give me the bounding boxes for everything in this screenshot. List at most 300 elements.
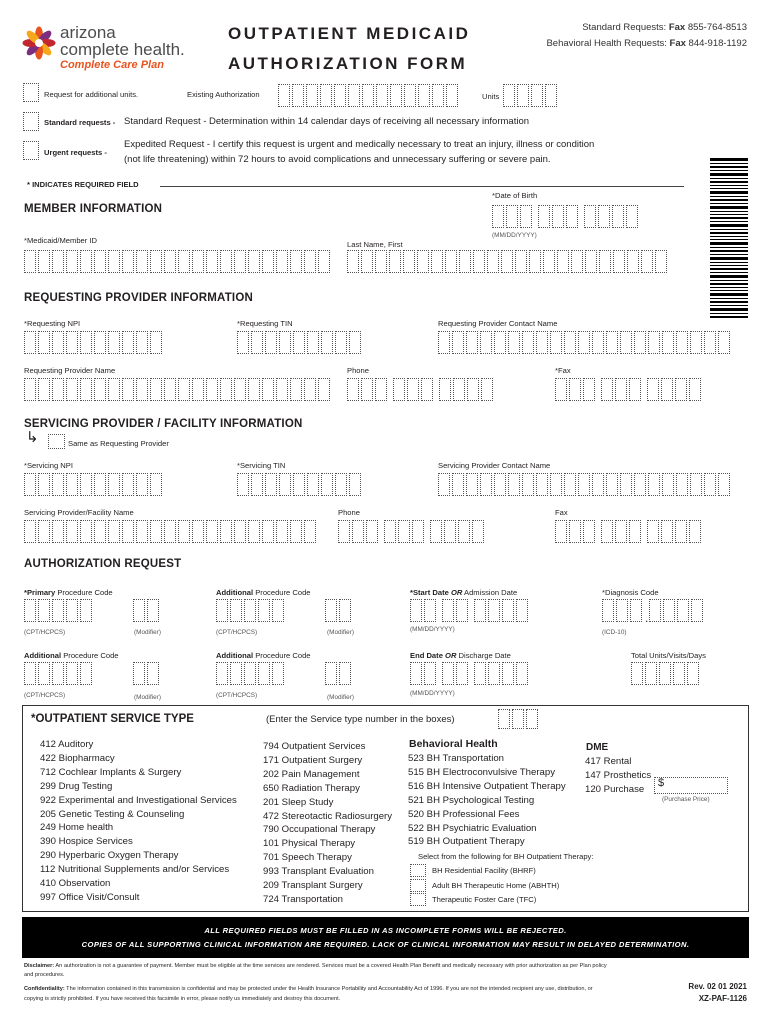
input-box[interactable] bbox=[602, 599, 614, 622]
input-box[interactable] bbox=[52, 662, 64, 685]
input-box[interactable] bbox=[606, 331, 618, 354]
input-box[interactable] bbox=[290, 520, 302, 543]
input-box[interactable] bbox=[629, 378, 641, 401]
input-box[interactable] bbox=[520, 205, 532, 228]
input-box[interactable] bbox=[494, 473, 506, 496]
input-box[interactable] bbox=[108, 331, 120, 354]
input-box[interactable] bbox=[347, 250, 359, 273]
input-box[interactable] bbox=[569, 520, 581, 543]
input-box[interactable] bbox=[430, 520, 442, 543]
input-box[interactable] bbox=[133, 599, 145, 622]
input-box[interactable] bbox=[655, 250, 667, 273]
input-box[interactable] bbox=[571, 250, 583, 273]
input-box[interactable] bbox=[459, 250, 471, 273]
input-box[interactable] bbox=[216, 662, 228, 685]
input-box[interactable] bbox=[424, 599, 436, 622]
servicing-tin-input[interactable] bbox=[237, 473, 361, 496]
units-input[interactable] bbox=[503, 84, 557, 107]
input-box[interactable] bbox=[498, 709, 510, 729]
input-box[interactable] bbox=[407, 378, 419, 401]
input-box[interactable] bbox=[675, 378, 687, 401]
input-box[interactable] bbox=[522, 331, 534, 354]
additional-modifier-input-1[interactable] bbox=[325, 599, 351, 622]
input-box[interactable] bbox=[564, 331, 576, 354]
input-box[interactable] bbox=[52, 520, 64, 543]
input-box[interactable] bbox=[136, 378, 148, 401]
input-box[interactable] bbox=[293, 331, 305, 354]
input-box[interactable] bbox=[445, 250, 457, 273]
input-box[interactable] bbox=[318, 250, 330, 273]
input-box[interactable] bbox=[661, 378, 673, 401]
input-box[interactable] bbox=[629, 520, 641, 543]
input-box[interactable] bbox=[526, 709, 538, 729]
input-box[interactable] bbox=[349, 331, 361, 354]
input-box[interactable] bbox=[147, 599, 159, 622]
input-box[interactable] bbox=[136, 520, 148, 543]
input-box[interactable] bbox=[304, 378, 316, 401]
input-box[interactable] bbox=[262, 250, 274, 273]
input-box[interactable] bbox=[631, 662, 643, 685]
input-box[interactable] bbox=[52, 331, 64, 354]
input-box[interactable] bbox=[38, 378, 50, 401]
input-box[interactable] bbox=[244, 599, 256, 622]
input-box[interactable] bbox=[466, 331, 478, 354]
input-box[interactable] bbox=[704, 473, 716, 496]
input-box[interactable] bbox=[516, 599, 528, 622]
input-box[interactable] bbox=[612, 205, 624, 228]
input-box[interactable] bbox=[80, 378, 92, 401]
input-box[interactable] bbox=[474, 599, 486, 622]
input-box[interactable] bbox=[452, 331, 464, 354]
input-box[interactable] bbox=[66, 599, 78, 622]
input-box[interactable] bbox=[206, 250, 218, 273]
additional-cpt-input-1[interactable] bbox=[216, 599, 284, 622]
input-box[interactable] bbox=[192, 378, 204, 401]
requesting-phone-input[interactable] bbox=[347, 378, 493, 401]
input-box[interactable] bbox=[24, 662, 36, 685]
input-box[interactable] bbox=[80, 599, 92, 622]
member-name-input[interactable] bbox=[347, 250, 667, 273]
input-box[interactable] bbox=[24, 331, 36, 354]
input-box[interactable] bbox=[206, 378, 218, 401]
input-box[interactable] bbox=[122, 250, 134, 273]
servicing-fax-input[interactable] bbox=[555, 520, 701, 543]
input-box[interactable] bbox=[164, 520, 176, 543]
input-box[interactable] bbox=[248, 378, 260, 401]
input-box[interactable] bbox=[164, 378, 176, 401]
input-box[interactable] bbox=[262, 378, 274, 401]
input-box[interactable] bbox=[52, 378, 64, 401]
input-box[interactable] bbox=[220, 378, 232, 401]
input-box[interactable] bbox=[690, 331, 702, 354]
urgent-request-checkbox[interactable] bbox=[23, 141, 39, 160]
input-box[interactable] bbox=[555, 520, 567, 543]
input-box[interactable] bbox=[237, 331, 249, 354]
input-box[interactable] bbox=[306, 84, 318, 107]
input-box[interactable] bbox=[192, 250, 204, 273]
input-box[interactable] bbox=[601, 520, 613, 543]
input-box[interactable] bbox=[467, 378, 479, 401]
input-box[interactable] bbox=[410, 599, 422, 622]
input-box[interactable] bbox=[244, 662, 256, 685]
input-box[interactable] bbox=[412, 520, 424, 543]
input-box[interactable] bbox=[536, 331, 548, 354]
input-box[interactable] bbox=[321, 473, 333, 496]
input-box[interactable] bbox=[265, 331, 277, 354]
input-box[interactable] bbox=[230, 599, 242, 622]
input-box[interactable] bbox=[320, 84, 332, 107]
input-box[interactable] bbox=[444, 520, 456, 543]
servicing-name-input[interactable] bbox=[24, 520, 316, 543]
input-box[interactable] bbox=[501, 250, 513, 273]
end-date-input[interactable] bbox=[410, 662, 528, 685]
input-box[interactable] bbox=[276, 520, 288, 543]
input-box[interactable] bbox=[662, 331, 674, 354]
input-box[interactable] bbox=[147, 662, 159, 685]
input-box[interactable] bbox=[503, 84, 515, 107]
input-box[interactable] bbox=[307, 331, 319, 354]
input-box[interactable] bbox=[237, 473, 249, 496]
input-box[interactable] bbox=[290, 378, 302, 401]
input-box[interactable] bbox=[473, 250, 485, 273]
input-box[interactable] bbox=[178, 250, 190, 273]
input-box[interactable] bbox=[517, 84, 529, 107]
input-box[interactable] bbox=[647, 520, 659, 543]
primary-cpt-input[interactable] bbox=[24, 599, 92, 622]
input-box[interactable] bbox=[94, 473, 106, 496]
input-box[interactable] bbox=[390, 84, 402, 107]
input-box[interactable] bbox=[366, 520, 378, 543]
input-box[interactable] bbox=[325, 662, 337, 685]
input-box[interactable] bbox=[627, 250, 639, 273]
input-box[interactable] bbox=[508, 473, 520, 496]
primary-modifier-input[interactable] bbox=[133, 599, 159, 622]
input-box[interactable] bbox=[578, 473, 590, 496]
input-box[interactable] bbox=[389, 250, 401, 273]
input-box[interactable] bbox=[516, 662, 528, 685]
input-box[interactable] bbox=[536, 473, 548, 496]
input-box[interactable] bbox=[258, 599, 270, 622]
input-box[interactable] bbox=[80, 520, 92, 543]
input-box[interactable] bbox=[474, 662, 486, 685]
additional-cpt-input-3[interactable] bbox=[216, 662, 284, 685]
input-box[interactable] bbox=[318, 378, 330, 401]
total-units-input[interactable] bbox=[631, 662, 699, 685]
input-box[interactable] bbox=[466, 473, 478, 496]
input-box[interactable] bbox=[279, 473, 291, 496]
input-box[interactable] bbox=[472, 520, 484, 543]
input-box[interactable] bbox=[293, 473, 305, 496]
input-box[interactable] bbox=[583, 378, 595, 401]
input-box[interactable] bbox=[272, 599, 284, 622]
input-box[interactable] bbox=[599, 250, 611, 273]
input-box[interactable] bbox=[80, 250, 92, 273]
input-box[interactable] bbox=[626, 205, 638, 228]
input-box[interactable] bbox=[398, 520, 410, 543]
input-box[interactable] bbox=[307, 473, 319, 496]
input-box[interactable] bbox=[94, 331, 106, 354]
input-box[interactable] bbox=[38, 662, 50, 685]
input-box[interactable] bbox=[410, 662, 422, 685]
input-box[interactable] bbox=[663, 599, 675, 622]
input-box[interactable] bbox=[66, 331, 78, 354]
input-box[interactable] bbox=[348, 84, 360, 107]
input-box[interactable] bbox=[515, 250, 527, 273]
input-box[interactable] bbox=[673, 662, 685, 685]
input-box[interactable] bbox=[150, 331, 162, 354]
standard-request-checkbox[interactable] bbox=[23, 112, 39, 131]
input-box[interactable] bbox=[585, 250, 597, 273]
input-box[interactable] bbox=[150, 250, 162, 273]
input-box[interactable] bbox=[38, 331, 50, 354]
input-box[interactable] bbox=[24, 520, 36, 543]
input-box[interactable] bbox=[442, 662, 454, 685]
input-box[interactable] bbox=[480, 473, 492, 496]
input-box[interactable] bbox=[538, 205, 550, 228]
input-box[interactable] bbox=[492, 205, 504, 228]
additional-modifier-input-2[interactable] bbox=[133, 662, 159, 685]
input-box[interactable] bbox=[52, 599, 64, 622]
input-box[interactable] bbox=[689, 378, 701, 401]
input-box[interactable] bbox=[677, 599, 689, 622]
input-box[interactable] bbox=[488, 662, 500, 685]
input-box[interactable] bbox=[616, 599, 628, 622]
input-box[interactable] bbox=[276, 250, 288, 273]
input-box[interactable] bbox=[480, 331, 492, 354]
input-box[interactable] bbox=[164, 250, 176, 273]
tfc-checkbox[interactable] bbox=[410, 893, 426, 906]
input-box[interactable] bbox=[439, 378, 451, 401]
service-type-input[interactable] bbox=[498, 709, 538, 729]
input-box[interactable] bbox=[248, 250, 260, 273]
input-box[interactable] bbox=[80, 331, 92, 354]
input-box[interactable] bbox=[122, 378, 134, 401]
purchase-price-input[interactable] bbox=[654, 777, 728, 794]
input-box[interactable] bbox=[550, 473, 562, 496]
input-box[interactable] bbox=[543, 250, 555, 273]
input-box[interactable] bbox=[94, 520, 106, 543]
input-box[interactable] bbox=[456, 662, 468, 685]
input-box[interactable] bbox=[508, 331, 520, 354]
input-box[interactable] bbox=[136, 473, 148, 496]
input-box[interactable] bbox=[676, 331, 688, 354]
input-box[interactable] bbox=[598, 205, 610, 228]
input-box[interactable] bbox=[206, 520, 218, 543]
additional-cpt-input-2[interactable] bbox=[24, 662, 92, 685]
input-box[interactable] bbox=[38, 250, 50, 273]
input-box[interactable] bbox=[335, 331, 347, 354]
input-box[interactable] bbox=[512, 709, 524, 729]
requesting-fax-input[interactable] bbox=[555, 378, 701, 401]
input-box[interactable] bbox=[133, 662, 145, 685]
input-box[interactable] bbox=[362, 84, 374, 107]
input-box[interactable] bbox=[66, 662, 78, 685]
input-box[interactable] bbox=[335, 473, 347, 496]
diagnosis-input[interactable] bbox=[602, 599, 703, 622]
input-box[interactable] bbox=[578, 331, 590, 354]
abhth-checkbox[interactable] bbox=[410, 879, 426, 892]
input-box[interactable] bbox=[583, 520, 595, 543]
input-box[interactable] bbox=[648, 331, 660, 354]
input-box[interactable] bbox=[569, 378, 581, 401]
input-box[interactable] bbox=[376, 84, 388, 107]
input-box[interactable] bbox=[251, 473, 263, 496]
input-box[interactable] bbox=[452, 473, 464, 496]
input-box[interactable] bbox=[403, 250, 415, 273]
input-box[interactable] bbox=[361, 250, 373, 273]
input-box[interactable] bbox=[234, 250, 246, 273]
input-box[interactable] bbox=[620, 473, 632, 496]
input-box[interactable] bbox=[438, 331, 450, 354]
input-box[interactable] bbox=[279, 331, 291, 354]
input-box[interactable] bbox=[150, 520, 162, 543]
input-box[interactable] bbox=[220, 250, 232, 273]
input-box[interactable] bbox=[529, 250, 541, 273]
input-box[interactable] bbox=[687, 662, 699, 685]
input-box[interactable] bbox=[108, 520, 120, 543]
requesting-tin-input[interactable] bbox=[237, 331, 361, 354]
input-box[interactable] bbox=[481, 378, 493, 401]
input-box[interactable] bbox=[494, 331, 506, 354]
requesting-npi-input[interactable] bbox=[24, 331, 162, 354]
input-box[interactable] bbox=[66, 250, 78, 273]
input-box[interactable] bbox=[384, 520, 396, 543]
input-box[interactable] bbox=[108, 473, 120, 496]
input-box[interactable] bbox=[108, 378, 120, 401]
input-box[interactable] bbox=[438, 473, 450, 496]
input-box[interactable] bbox=[453, 378, 465, 401]
input-box[interactable] bbox=[718, 331, 730, 354]
input-box[interactable] bbox=[634, 331, 646, 354]
input-box[interactable] bbox=[676, 473, 688, 496]
input-box[interactable] bbox=[659, 662, 671, 685]
input-box[interactable] bbox=[52, 250, 64, 273]
input-box[interactable] bbox=[615, 520, 627, 543]
input-box[interactable] bbox=[276, 378, 288, 401]
input-box[interactable] bbox=[248, 520, 260, 543]
input-box[interactable] bbox=[675, 520, 687, 543]
input-box[interactable] bbox=[487, 250, 499, 273]
input-box[interactable] bbox=[592, 331, 604, 354]
existing-auth-input[interactable] bbox=[278, 84, 458, 107]
input-box[interactable] bbox=[375, 378, 387, 401]
input-box[interactable] bbox=[555, 378, 567, 401]
input-box[interactable] bbox=[456, 599, 468, 622]
input-box[interactable] bbox=[192, 520, 204, 543]
input-box[interactable] bbox=[647, 378, 659, 401]
input-box[interactable] bbox=[339, 599, 351, 622]
input-box[interactable] bbox=[66, 378, 78, 401]
input-box[interactable] bbox=[38, 599, 50, 622]
input-box[interactable] bbox=[304, 520, 316, 543]
input-box[interactable] bbox=[566, 205, 578, 228]
input-box[interactable] bbox=[613, 250, 625, 273]
input-box[interactable] bbox=[150, 473, 162, 496]
input-box[interactable] bbox=[24, 378, 36, 401]
input-box[interactable] bbox=[272, 662, 284, 685]
input-box[interactable] bbox=[24, 250, 36, 273]
input-box[interactable] bbox=[393, 378, 405, 401]
input-box[interactable] bbox=[502, 599, 514, 622]
input-box[interactable] bbox=[421, 378, 433, 401]
input-box[interactable] bbox=[458, 520, 470, 543]
input-box[interactable] bbox=[446, 84, 458, 107]
input-box[interactable] bbox=[94, 378, 106, 401]
input-box[interactable] bbox=[690, 473, 702, 496]
input-box[interactable] bbox=[258, 662, 270, 685]
additional-modifier-input-3[interactable] bbox=[325, 662, 351, 685]
servicing-contact-input[interactable] bbox=[438, 473, 730, 496]
input-box[interactable] bbox=[80, 473, 92, 496]
input-box[interactable] bbox=[564, 473, 576, 496]
input-box[interactable] bbox=[630, 599, 642, 622]
input-box[interactable] bbox=[234, 378, 246, 401]
input-box[interactable] bbox=[52, 473, 64, 496]
start-date-input[interactable] bbox=[410, 599, 528, 622]
input-box[interactable] bbox=[361, 378, 373, 401]
input-box[interactable] bbox=[689, 520, 701, 543]
servicing-phone-input[interactable] bbox=[338, 520, 484, 543]
input-box[interactable] bbox=[230, 662, 242, 685]
input-box[interactable] bbox=[704, 331, 716, 354]
input-box[interactable] bbox=[634, 473, 646, 496]
input-box[interactable] bbox=[584, 205, 596, 228]
input-box[interactable] bbox=[150, 378, 162, 401]
input-box[interactable] bbox=[24, 599, 36, 622]
input-box[interactable] bbox=[38, 520, 50, 543]
input-box[interactable] bbox=[262, 520, 274, 543]
input-box[interactable] bbox=[552, 205, 564, 228]
input-box[interactable] bbox=[24, 473, 36, 496]
input-box[interactable] bbox=[641, 250, 653, 273]
input-box[interactable] bbox=[325, 599, 337, 622]
input-box[interactable] bbox=[424, 662, 436, 685]
input-box[interactable] bbox=[645, 662, 657, 685]
input-box[interactable] bbox=[122, 473, 134, 496]
additional-units-checkbox[interactable] bbox=[23, 83, 39, 102]
input-box[interactable] bbox=[545, 84, 557, 107]
input-box[interactable] bbox=[178, 520, 190, 543]
input-box[interactable] bbox=[216, 599, 228, 622]
servicing-npi-input[interactable] bbox=[24, 473, 162, 496]
input-box[interactable] bbox=[292, 84, 304, 107]
input-box[interactable] bbox=[321, 331, 333, 354]
input-box[interactable] bbox=[417, 250, 429, 273]
input-box[interactable] bbox=[691, 599, 703, 622]
input-box[interactable] bbox=[178, 378, 190, 401]
requesting-contact-input[interactable] bbox=[438, 331, 730, 354]
input-box[interactable] bbox=[531, 84, 543, 107]
input-box[interactable] bbox=[304, 250, 316, 273]
input-box[interactable] bbox=[522, 473, 534, 496]
input-box[interactable] bbox=[38, 473, 50, 496]
input-box[interactable] bbox=[431, 250, 443, 273]
input-box[interactable] bbox=[352, 520, 364, 543]
input-box[interactable] bbox=[122, 520, 134, 543]
input-box[interactable] bbox=[94, 250, 106, 273]
input-box[interactable] bbox=[620, 331, 632, 354]
input-box[interactable] bbox=[661, 520, 673, 543]
input-box[interactable] bbox=[339, 662, 351, 685]
input-box[interactable] bbox=[347, 378, 359, 401]
input-box[interactable] bbox=[601, 378, 613, 401]
input-box[interactable] bbox=[592, 473, 604, 496]
input-box[interactable] bbox=[136, 331, 148, 354]
input-box[interactable] bbox=[606, 473, 618, 496]
input-box[interactable] bbox=[334, 84, 346, 107]
input-box[interactable] bbox=[108, 250, 120, 273]
input-box[interactable] bbox=[662, 473, 674, 496]
